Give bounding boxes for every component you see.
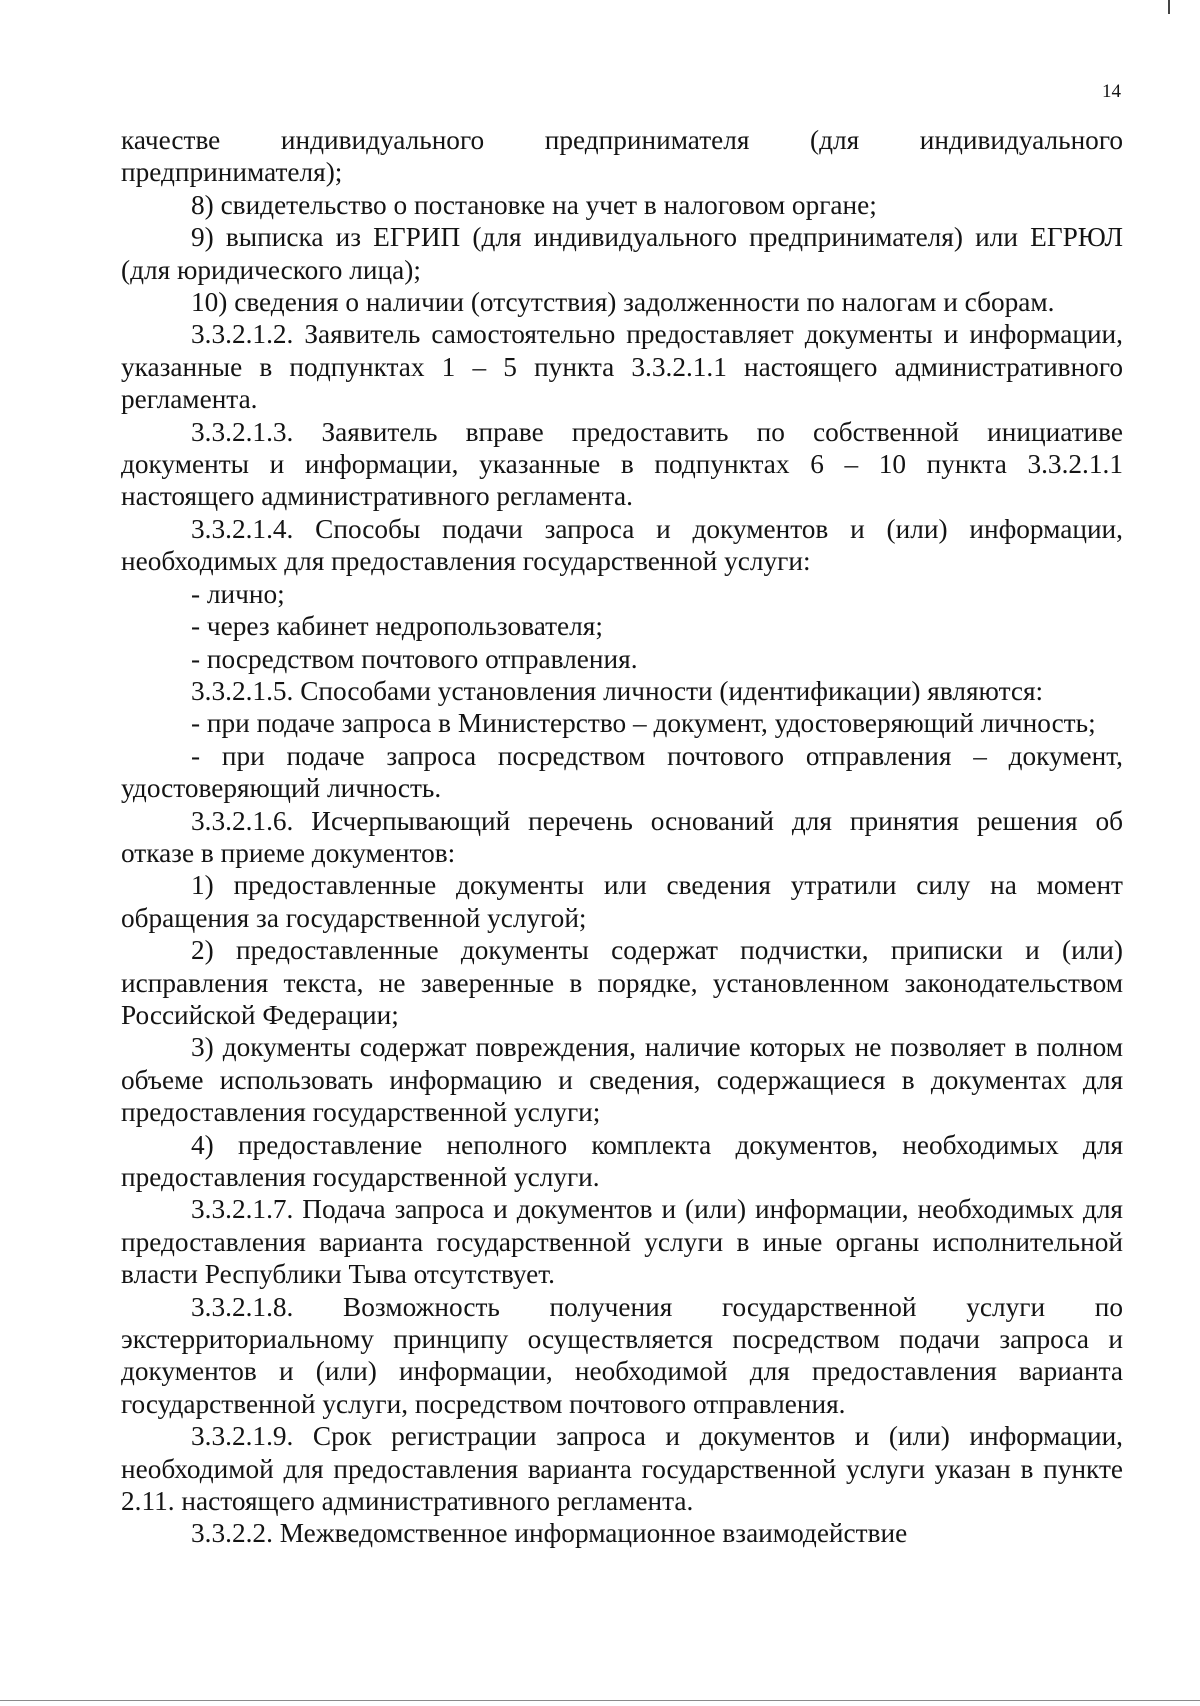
paragraph-3-3-2-1-2: 3.3.2.1.2. Заявитель самостоятельно предоставляет документы и информации, указанные в подпунктах 1 – 5 пункта 3.3.2.1.1 настоящего административного регламента. (121, 319, 1123, 415)
bullet-in-person: - лично; (191, 578, 285, 609)
list-item-8: 8) свидетельство о постановке на учет в налоговом органе; (191, 189, 877, 220)
paragraph-3-3-2-1-3: 3.3.2.1.3. Заявитель вправе предоставить по собственной инициативе документы и информации, указанные в подпунктах 6 – 10 пункта 3.3.2.1.1 настоящего административного регламента. (121, 416, 1123, 512)
paragraph-3-3-2-1-7: 3.3.2.1.7. Подача запроса и документов и (или) информации, необходимых для предоставления варианта государственной услуги в иные органы исполнительной власти Республики Тыва отсутствует. (121, 1194, 1123, 1290)
paragraph-3-3-2-2: 3.3.2.2. Межведомственное информационное взаимодействие (191, 1518, 908, 1549)
paragraph-3-3-2-1-4: 3.3.2.1.4. Способы подачи запроса и документов и (или) информации, необходимых для предоставления государственной услуги: (121, 513, 1123, 577)
refusal-reason-3: 3) документы содержат повреждения, наличие которых не позволяет в полном объеме использовать информацию и сведения, содержащиеся в документах для предоставления государственной услуги; (121, 1032, 1123, 1128)
bullet-postal: - посредством почтового отправления. (191, 643, 638, 674)
paragraph-3-3-2-1-9: 3.3.2.1.9. Срок регистрации запроса и документов и (или) информации, необходимой для предоставления варианта государственной услуги указан в пункте 2.11. настоящего административного регламента. (121, 1421, 1123, 1517)
bullet-ministry-request: - при подаче запроса в Министерство – документ, удостоверяющий личность; (191, 708, 1096, 739)
list-item-9: 9) выписка из ЕГРИП (для индивидуального предпринимателя) или ЕГРЮЛ (для юридического лица); (121, 222, 1123, 285)
list-item-10: 10) сведения о наличии (отсутствия) задолженности по налогам и сборам. (191, 287, 1055, 318)
paragraph-continuation: качестве индивидуального предпринимателя (для индивидуального предпринимателя); (121, 125, 1123, 188)
scan-bottom-line (0, 1700, 1200, 1701)
paragraph-3-3-2-1-8: 3.3.2.1.8. Возможность получения государственной услуги по экстерриториальному принципу осуществляется посредством подачи запроса и документов и (или) информации, необходимой для предоставления варианта государственной услуги, посредством почтового отправления. (121, 1291, 1123, 1419)
refusal-reason-2: 2) предоставленные документы содержат подчистки, приписки и (или) исправления текста, не заверенные в порядке, установленном законодательством Российской Федерации; (121, 935, 1123, 1030)
bullet-postal-request: - при подаче запроса посредством почтового отправления – документ, удостоверяющий личность. (121, 740, 1123, 804)
bullet-user-cabinet: - через кабинет недропользователя; (191, 611, 603, 642)
page-number: 14 (1102, 81, 1121, 102)
document-body (121, 124, 1123, 1550)
paragraph-3-3-2-1-5: 3.3.2.1.5. Способами установления личности (идентификации) являются: (191, 675, 1044, 706)
refusal-reason-1: 1) предоставленные документы или сведения утратили силу на момент обращения за государственной услугой; (121, 870, 1123, 933)
paragraph-3-3-2-1-6: 3.3.2.1.6. Исчерпывающий перечень оснований для принятия решения об отказе в приеме документов: (121, 805, 1123, 868)
refusal-reason-4: 4) предоставление неполного комплекта документов, необходимых для предоставления государственной услуги. (121, 1129, 1123, 1192)
scan-edge-mark (1168, 0, 1170, 14)
